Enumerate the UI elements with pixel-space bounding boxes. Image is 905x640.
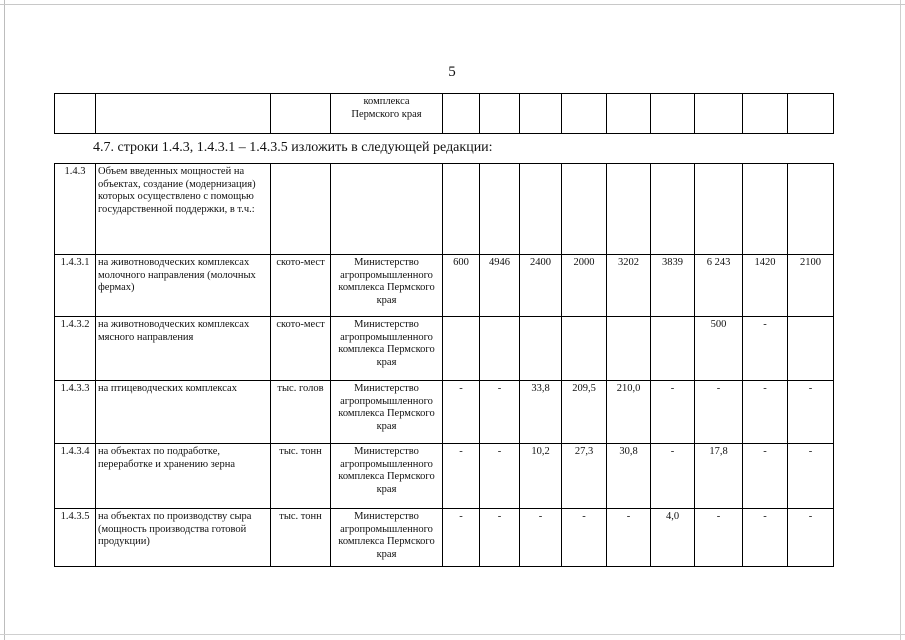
cell-value [562, 317, 607, 381]
cell-value [480, 317, 520, 381]
cell-value: - [788, 509, 834, 567]
cell-value [520, 164, 562, 255]
cell-value: 3202 [607, 255, 651, 317]
cell-value [480, 164, 520, 255]
cell-value [743, 164, 788, 255]
continuation-table-fragment [54, 93, 834, 134]
cell-value [651, 164, 695, 255]
cell-value [443, 94, 480, 134]
amendment-heading: 4.7. строки 1.4.3, 1.4.3.1 – 1.4.3.5 изложить в следующей редакции: [93, 140, 493, 155]
cell-org: Министерство агропромышленного комплекса Пермского края [331, 509, 443, 567]
cell-value: - [743, 381, 788, 444]
cell-value: 600 [443, 255, 480, 317]
cell-value: 209,5 [562, 381, 607, 444]
cell-code: 1.4.3.2 [55, 317, 96, 381]
cell-value: 10,2 [520, 444, 562, 509]
cell-code [55, 94, 96, 134]
cell-code: 1.4.3.4 [55, 444, 96, 509]
cell-unit: тыс. тонн [271, 444, 331, 509]
cell-value [520, 317, 562, 381]
cell-unit: ското-мест [271, 255, 331, 317]
cell-unit: тыс. тонн [271, 509, 331, 567]
cell-org: Министерство агропромышленного комплекса Пермского края [331, 255, 443, 317]
cell-code: 1.4.3.3 [55, 381, 96, 444]
cell-value: 500 [695, 317, 743, 381]
indicators-table [54, 163, 834, 567]
cell-value: - [607, 509, 651, 567]
table-row [55, 509, 834, 567]
cell-value [788, 164, 834, 255]
cell-value [695, 94, 743, 134]
cell-name [96, 94, 271, 134]
cell-value: 3839 [651, 255, 695, 317]
cell-name: на объектах по подработке, переработке и хранению зерна [96, 444, 271, 509]
cell-value: 6 243 [695, 255, 743, 317]
table-row [55, 255, 834, 317]
cell-org: Министерство агропромышленного комплекса Пермского края [331, 317, 443, 381]
cell-value: - [651, 444, 695, 509]
cell-org: Министерство агропромышленного комплекса Пермского края [331, 381, 443, 444]
cell-org [331, 164, 443, 255]
cell-value: - [743, 509, 788, 567]
cell-value: - [443, 509, 480, 567]
cell-unit: ското-мест [271, 317, 331, 381]
cell-value: - [651, 381, 695, 444]
cell-org: Министерство агропромышленного комплекса Пермского края [331, 444, 443, 509]
cell-value [651, 94, 695, 134]
scan-edge-bottom [0, 634, 905, 635]
cell-unit [271, 164, 331, 255]
cell-value [562, 164, 607, 255]
cell-value [788, 317, 834, 381]
cell-value [651, 317, 695, 381]
cell-value: 2100 [788, 255, 834, 317]
cell-value: 210,0 [607, 381, 651, 444]
cell-org: комплекса Пермского края [331, 94, 443, 134]
cell-value [607, 164, 651, 255]
cell-value: 2000 [562, 255, 607, 317]
scan-edge-left [4, 0, 5, 640]
table-row [55, 317, 834, 381]
table-row [55, 94, 834, 134]
cell-name: на птицеводческих комплексах [96, 381, 271, 444]
scan-edge-right [900, 0, 901, 640]
cell-value: - [480, 509, 520, 567]
cell-value: - [743, 444, 788, 509]
page-number: 5 [448, 64, 456, 80]
cell-code: 1.4.3.1 [55, 255, 96, 317]
cell-value: - [562, 509, 607, 567]
cell-unit [271, 94, 331, 134]
cell-name: на животноводческих комплексах молочного направления (молочных фермах) [96, 255, 271, 317]
table-row [55, 444, 834, 509]
cell-value: - [480, 444, 520, 509]
cell-value: 30,8 [607, 444, 651, 509]
cell-value: - [743, 317, 788, 381]
cell-value: - [443, 444, 480, 509]
cell-value [443, 164, 480, 255]
cell-value: - [788, 381, 834, 444]
cell-value: - [443, 381, 480, 444]
cell-value: - [695, 381, 743, 444]
cell-name: Объем введенных мощностей на объектах, создание (модернизация) которых осуществлено с помощью государственной поддержки, в т.ч.: [96, 164, 271, 255]
cell-code: 1.4.3 [55, 164, 96, 255]
cell-value [607, 94, 651, 134]
cell-value [788, 94, 834, 134]
cell-value: 27,3 [562, 444, 607, 509]
cell-value [480, 94, 520, 134]
cell-value: 4,0 [651, 509, 695, 567]
cell-value: - [788, 444, 834, 509]
cell-unit: тыс. голов [271, 381, 331, 444]
cell-value [562, 94, 607, 134]
cell-value: 2400 [520, 255, 562, 317]
cell-value: - [520, 509, 562, 567]
cell-value [520, 94, 562, 134]
cell-value: 17,8 [695, 444, 743, 509]
cell-name: на животноводческих комплексах мясного направления [96, 317, 271, 381]
cell-value: - [695, 509, 743, 567]
cell-value [743, 94, 788, 134]
cell-value: - [480, 381, 520, 444]
cell-name: на объектах по производству сыра (мощность производства готовой продукции) [96, 509, 271, 567]
table-row [55, 164, 834, 255]
cell-value [607, 317, 651, 381]
cell-code: 1.4.3.5 [55, 509, 96, 567]
scan-edge-top [0, 4, 905, 5]
table-row [55, 381, 834, 444]
cell-value: 33,8 [520, 381, 562, 444]
cell-value [443, 317, 480, 381]
cell-value [695, 164, 743, 255]
cell-value: 4946 [480, 255, 520, 317]
cell-value: 1420 [743, 255, 788, 317]
